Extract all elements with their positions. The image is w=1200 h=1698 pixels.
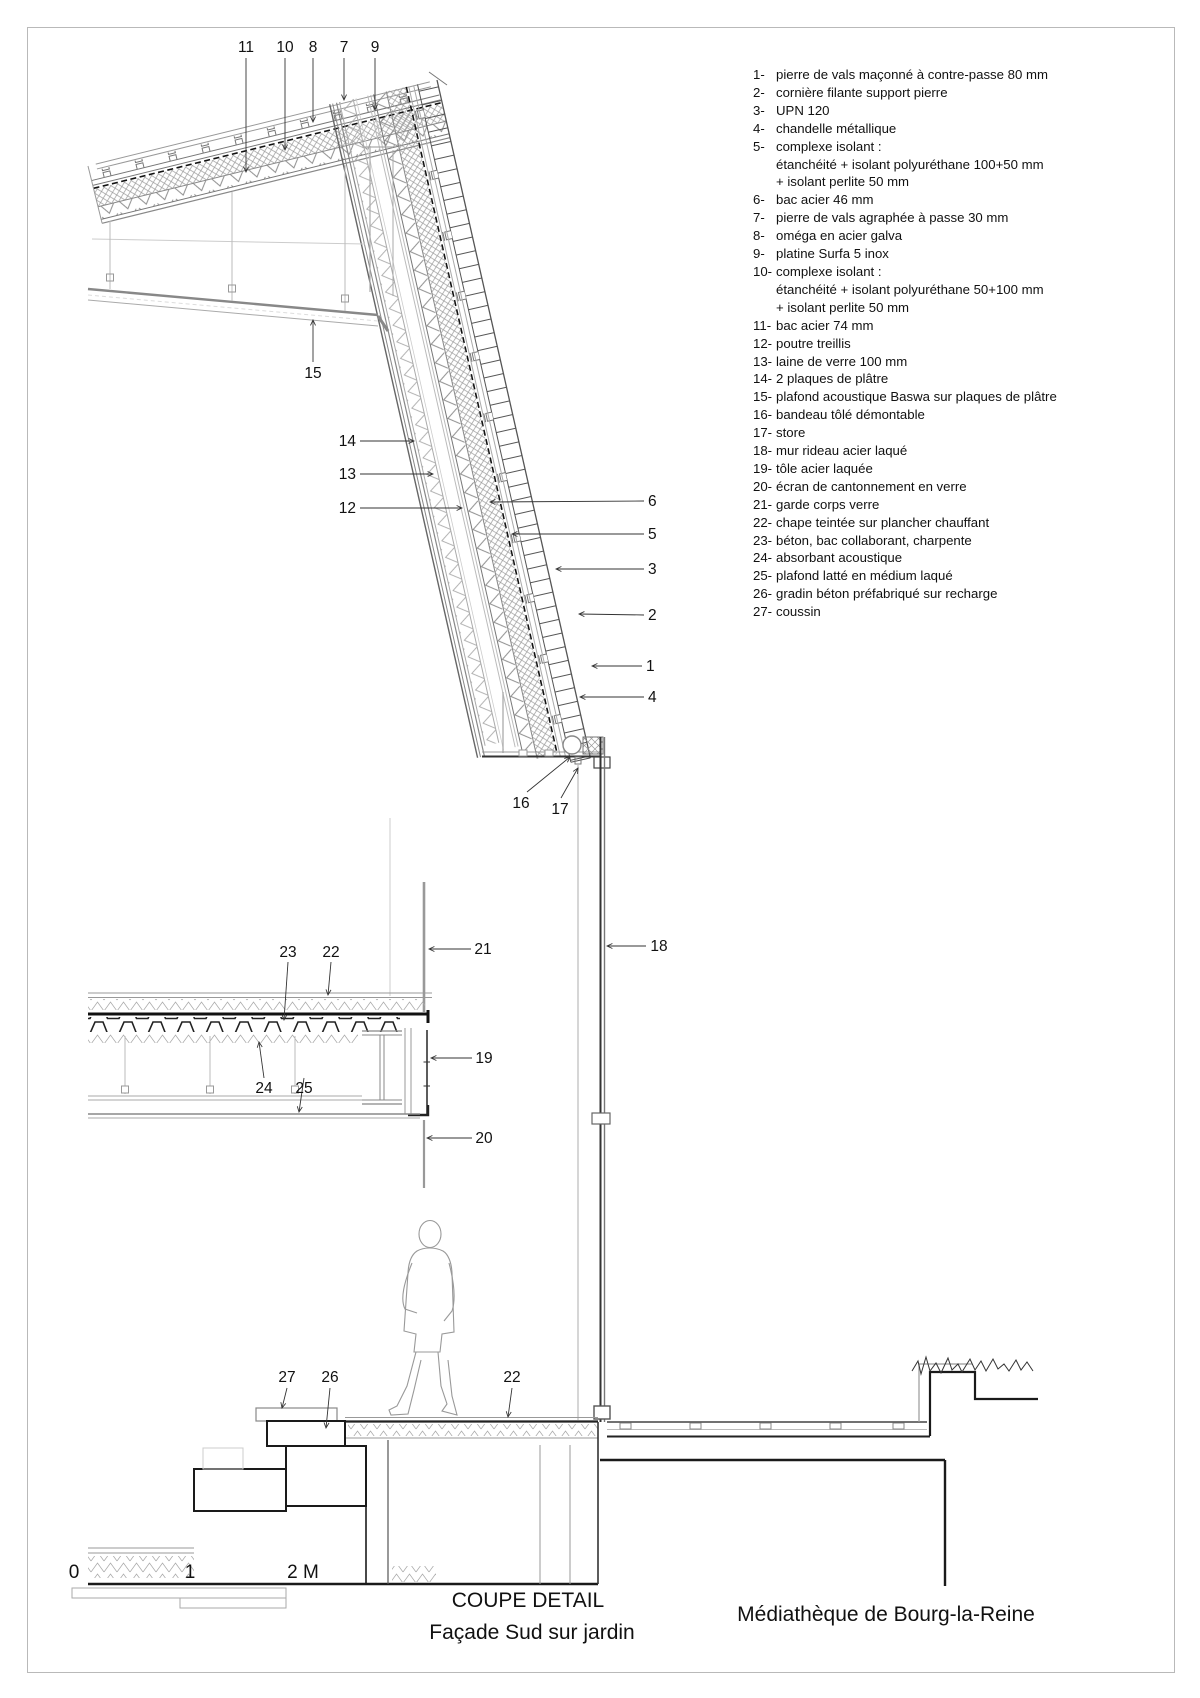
callout-19: 19	[475, 1050, 493, 1067]
roof-steep-band	[330, 80, 591, 782]
legend-item: étanchéité + isolant polyuréthane 100+50 mm	[776, 156, 1044, 172]
legend-item: 4- chandelle métallique	[753, 120, 897, 136]
legend-item: étanchéité + isolant polyuréthane 50+100 mm	[776, 281, 1044, 297]
callout-16: 16	[512, 795, 530, 812]
callout-25: 25	[295, 1080, 313, 1097]
callout-11: 11	[237, 39, 255, 56]
mezzanine-floor	[88, 818, 432, 1188]
callout-22: 22	[322, 944, 340, 961]
legend-item: 1- pierre de vals maçonné à contre-passe 80 mm	[753, 67, 1048, 82]
legend-item: 16- bandeau tôlé démontable	[753, 407, 925, 423]
callout-4: 4	[648, 689, 657, 706]
callout-17: 17	[551, 801, 569, 818]
terrace-terrain	[600, 1357, 1038, 1586]
legend-item: 15- plafond acoustique Baswa sur plaques de plâtre	[753, 389, 1057, 405]
callout-9: 9	[370, 39, 380, 56]
scale-1: 1	[184, 1562, 196, 1583]
legend-item: 24- absorbant acoustique	[753, 550, 903, 566]
curtain-wall	[578, 737, 610, 1422]
legend-item: 5- complexe isolant :	[753, 138, 882, 154]
legend-item: 7- pierre de vals agraphée à passe 30 mm	[753, 210, 1009, 226]
callout-13: 13	[338, 466, 356, 483]
callout-10: 10	[276, 39, 294, 56]
legend-item: 11- bac acier 74 mm	[753, 317, 874, 333]
project-title: Médiathèque de Bourg-la-Reine	[737, 1603, 1035, 1626]
legend-item: 19- tôle acier laquée	[753, 460, 873, 476]
scale-2m: 2 M	[287, 1562, 319, 1583]
mullion-bracket	[592, 1113, 610, 1124]
callout-24: 24	[255, 1080, 273, 1097]
legend-item: 18- mur rideau acier laqué	[753, 443, 908, 459]
legend-item: 9- platine Surfa 5 inox	[753, 246, 889, 262]
legend	[753, 66, 1083, 621]
callout-20: 20	[475, 1130, 493, 1147]
person-figure	[389, 1221, 457, 1416]
legend-item: 21- garde corps verre	[753, 496, 880, 512]
callout-7: 7	[339, 39, 349, 56]
callout-15: 15	[304, 365, 322, 382]
callout-22b: 22	[503, 1369, 521, 1386]
legend-item: 27- coussin	[753, 604, 821, 620]
drawing-title-line2: Façade Sud sur jardin	[429, 1621, 635, 1644]
callout-8: 8	[308, 39, 318, 56]
legend-item: 3- UPN 120	[753, 102, 830, 118]
callout-6: 6	[648, 493, 657, 510]
title-block	[429, 1589, 1035, 1644]
callout-23: 23	[279, 944, 297, 961]
legend-item: + isolant perlite 50 mm	[776, 299, 910, 315]
legend-item: 2- cornière filante support pierre	[753, 84, 948, 100]
coussin	[256, 1408, 337, 1421]
legend-item: 12- poutre treillis	[753, 335, 851, 351]
legend-item: 22- chape teintée sur plancher chauffant	[753, 514, 990, 530]
callout-14: 14	[338, 433, 356, 450]
callout-12: 12	[338, 500, 356, 517]
legend-item: + isolant perlite 50 mm	[776, 174, 910, 190]
legend-item: 17- store	[753, 425, 806, 441]
legend-item: 14- 2 plaques de plâtre	[753, 371, 889, 387]
legend-item: 25- plafond latté en médium laqué	[753, 568, 953, 584]
callout-18: 18	[650, 938, 668, 955]
callout-21: 21	[474, 941, 492, 958]
drawing-title-line1: COUPE DETAIL	[451, 1589, 605, 1612]
callout-1: 1	[646, 658, 655, 675]
scale-0: 0	[68, 1562, 80, 1583]
legend-item: 6- bac acier 46 mm	[753, 192, 874, 208]
callout-3: 3	[648, 561, 657, 578]
legend-item: 26- gradin béton préfabriqué sur recharge	[753, 586, 998, 602]
ground-floor	[345, 1418, 598, 1439]
callout-2: 2	[648, 607, 657, 624]
legend-item: 13- laine de verre 100 mm	[753, 353, 908, 369]
legend-item: 10- complexe isolant :	[753, 263, 882, 279]
callout-27: 27	[278, 1369, 296, 1386]
legend-item: 20- écran de cantonnement en verre	[753, 478, 967, 494]
legend-item: 23- béton, bac collaborant, charpente	[753, 532, 972, 548]
legend-item: 8- oméga en acier galva	[753, 228, 903, 244]
callout-5: 5	[648, 526, 657, 543]
pit-foundation	[388, 1422, 598, 1584]
callout-26: 26	[321, 1369, 339, 1386]
